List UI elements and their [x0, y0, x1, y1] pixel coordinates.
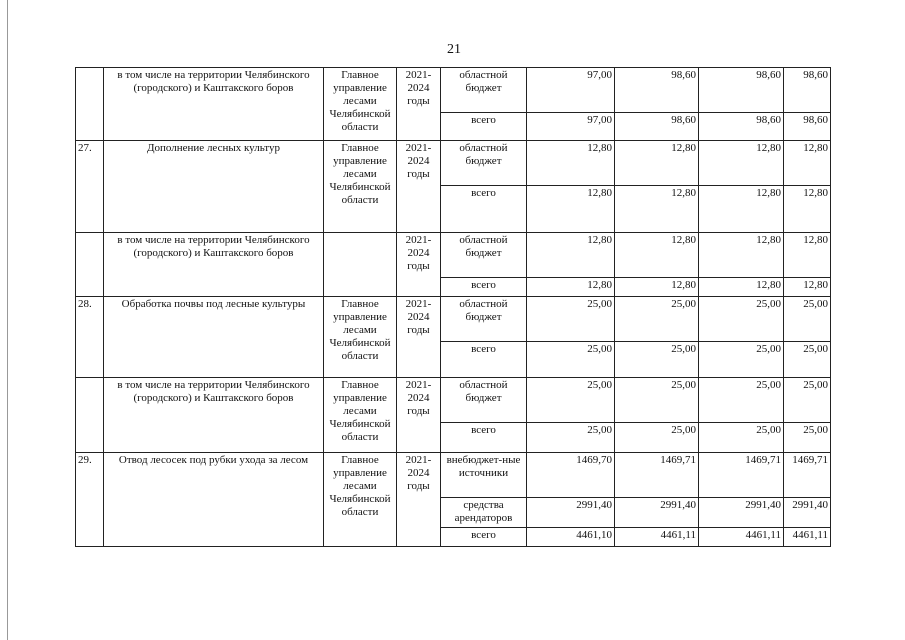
value-cell: 25,00	[615, 297, 699, 342]
value-cell: 12,80	[615, 186, 699, 233]
measure-name: в том числе на территории Челябинского (городского) и Каштакского боров	[104, 378, 324, 453]
value-cell: 25,00	[527, 378, 615, 423]
table-row	[76, 233, 831, 278]
value-cell: 25,00	[699, 297, 784, 342]
measure-name: в том числе на территории Челябинского (городского) и Каштакского боров	[104, 233, 324, 297]
row-number: 27.	[76, 141, 104, 233]
value-cell: 2991,40	[527, 498, 615, 528]
executor: Главное управление лесами Челябинской области	[324, 297, 397, 378]
value-cell: 25,00	[699, 378, 784, 423]
value-cell: 12,80	[784, 186, 831, 233]
row-number: 29.	[76, 453, 104, 547]
period: 2021-2024 годы	[397, 68, 441, 141]
table-row	[76, 68, 831, 113]
budget-table	[75, 67, 831, 547]
value-cell: 25,00	[699, 423, 784, 453]
value-cell: 12,80	[784, 141, 831, 186]
funding-source: всего	[441, 528, 527, 547]
funding-source: областной бюджет	[441, 378, 527, 423]
value-cell: 98,60	[784, 113, 831, 141]
table-row	[76, 141, 831, 186]
value-cell: 1469,71	[615, 453, 699, 498]
table-row	[76, 453, 831, 498]
executor: Главное управление лесами Челябинской области	[324, 378, 397, 453]
value-cell: 4461,10	[527, 528, 615, 547]
measure-name: Обработка почвы под лесные культуры	[104, 297, 324, 378]
period: 2021-2024 годы	[397, 141, 441, 233]
value-cell: 98,60	[784, 68, 831, 113]
value-cell: 12,80	[615, 278, 699, 297]
executor: Главное управление лесами Челябинской области	[324, 453, 397, 547]
value-cell: 1469,71	[784, 453, 831, 498]
period: 2021-2024 годы	[397, 453, 441, 547]
value-cell: 25,00	[784, 297, 831, 342]
value-cell: 12,80	[699, 278, 784, 297]
value-cell: 25,00	[527, 342, 615, 378]
value-cell: 25,00	[784, 378, 831, 423]
row-number	[76, 378, 104, 453]
row-number	[76, 68, 104, 141]
row-number: 28.	[76, 297, 104, 378]
value-cell: 25,00	[615, 378, 699, 423]
value-cell: 12,80	[699, 233, 784, 278]
value-cell: 12,80	[699, 186, 784, 233]
value-cell: 98,60	[699, 113, 784, 141]
value-cell: 12,80	[784, 233, 831, 278]
value-cell: 25,00	[527, 297, 615, 342]
value-cell: 2991,40	[784, 498, 831, 528]
value-cell: 97,00	[527, 113, 615, 141]
executor: Главное управление лесами Челябинской области	[324, 141, 397, 233]
measure-name: в том числе на территории Челябинского (городского) и Каштакского боров	[104, 68, 324, 141]
measure-name: Отвод лесосек под рубки ухода за лесом	[104, 453, 324, 547]
value-cell: 12,80	[615, 233, 699, 278]
value-cell: 25,00	[527, 423, 615, 453]
funding-source: всего	[441, 423, 527, 453]
funding-source: всего	[441, 186, 527, 233]
value-cell: 12,80	[527, 278, 615, 297]
value-cell: 12,80	[784, 278, 831, 297]
value-cell: 1469,71	[699, 453, 784, 498]
executor: Главное управление лесами Челябинской области	[324, 68, 397, 141]
value-cell: 98,60	[699, 68, 784, 113]
funding-source: всего	[441, 113, 527, 141]
value-cell: 4461,11	[784, 528, 831, 547]
funding-source: всего	[441, 278, 527, 297]
funding-source: внебюджет-ные источники	[441, 453, 527, 498]
table-row	[76, 297, 831, 342]
funding-source: областной бюджет	[441, 297, 527, 342]
period: 2021-2024 годы	[397, 378, 441, 453]
value-cell: 2991,40	[699, 498, 784, 528]
value-cell: 12,80	[699, 141, 784, 186]
value-cell: 12,80	[527, 141, 615, 186]
measure-name: Дополнение лесных культур	[104, 141, 324, 233]
row-number	[76, 233, 104, 297]
funding-source: областной бюджет	[441, 141, 527, 186]
period: 2021-2024 годы	[397, 233, 441, 297]
value-cell: 97,00	[527, 68, 615, 113]
period: 2021-2024 годы	[397, 297, 441, 378]
value-cell: 25,00	[615, 423, 699, 453]
value-cell: 25,00	[784, 423, 831, 453]
value-cell: 4461,11	[615, 528, 699, 547]
funding-source: всего	[441, 342, 527, 378]
scan-edge-line	[7, 0, 8, 640]
value-cell: 2991,40	[615, 498, 699, 528]
value-cell: 98,60	[615, 68, 699, 113]
funding-source: областной бюджет	[441, 68, 527, 113]
value-cell: 4461,11	[699, 528, 784, 547]
funding-source: областной бюджет	[441, 233, 527, 278]
funding-source: средства арендаторов	[441, 498, 527, 528]
value-cell: 25,00	[784, 342, 831, 378]
value-cell: 98,60	[615, 113, 699, 141]
value-cell: 25,00	[699, 342, 784, 378]
value-cell: 1469,70	[527, 453, 615, 498]
value-cell: 25,00	[615, 342, 699, 378]
executor	[324, 233, 397, 297]
value-cell: 12,80	[615, 141, 699, 186]
page-number: 21	[447, 42, 461, 57]
value-cell: 12,80	[527, 233, 615, 278]
value-cell: 12,80	[527, 186, 615, 233]
table-row	[76, 378, 831, 423]
